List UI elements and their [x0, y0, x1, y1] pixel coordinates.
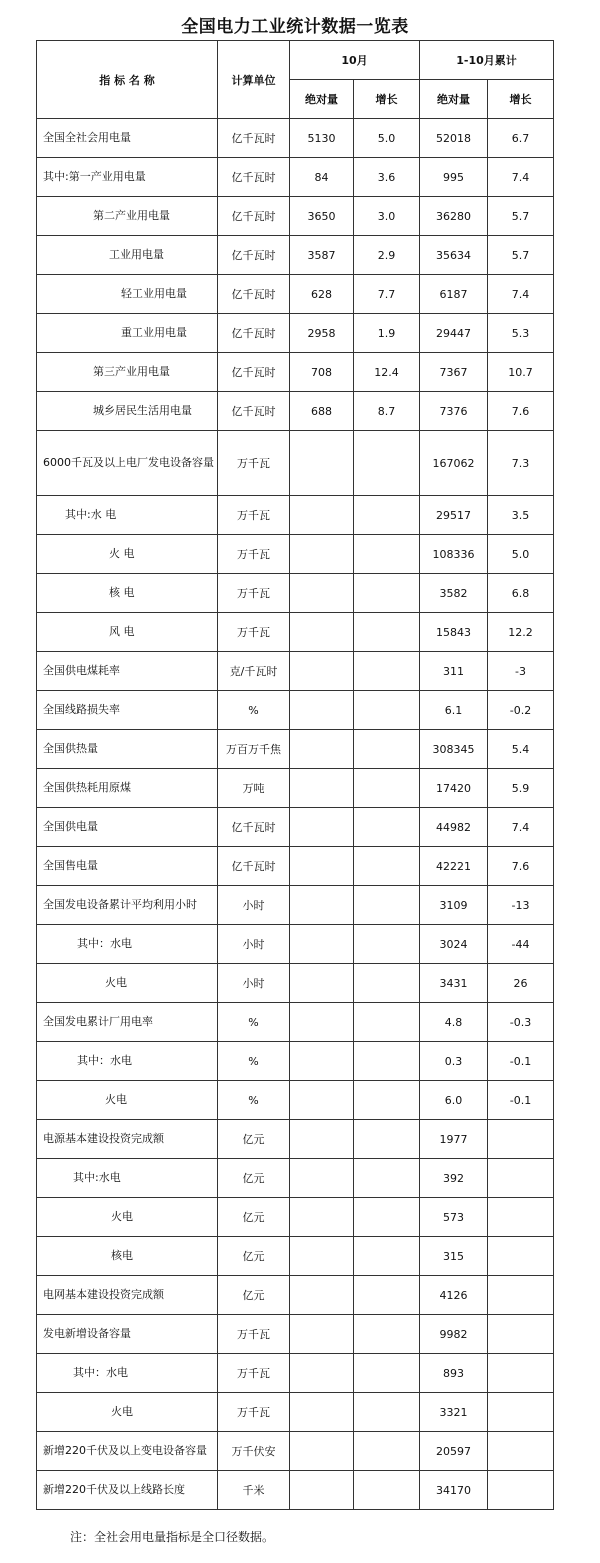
cumulative-absolute-cell: 311	[420, 652, 488, 691]
table-row	[37, 769, 554, 808]
month-growth-cell	[354, 1120, 420, 1159]
cumulative-absolute-cell: 315	[420, 1237, 488, 1276]
month-growth-cell	[354, 496, 420, 535]
month-absolute-cell	[290, 1393, 354, 1432]
unit-cell: 亿千瓦时	[218, 353, 290, 392]
month-absolute-cell	[290, 1432, 354, 1471]
cumulative-growth-cell: 7.3	[488, 431, 554, 496]
month-absolute-cell: 5130	[290, 119, 354, 158]
month-absolute-cell	[290, 847, 354, 886]
unit-cell: 亿千瓦时	[218, 847, 290, 886]
table-row	[37, 1354, 554, 1393]
month-growth-cell	[354, 886, 420, 925]
unit-cell: 亿千瓦时	[218, 392, 290, 431]
table-row	[37, 535, 554, 574]
header-cumulative: 1-10月累计	[420, 41, 554, 80]
indicator-name-cell: 其中：水电	[37, 1354, 218, 1393]
cumulative-absolute-cell: 573	[420, 1198, 488, 1237]
month-absolute-cell: 2958	[290, 314, 354, 353]
cumulative-growth-cell: -0.3	[488, 1003, 554, 1042]
month-growth-cell	[354, 1237, 420, 1276]
unit-cell: 亿元	[218, 1159, 290, 1198]
table-row	[37, 691, 554, 730]
cumulative-absolute-cell: 15843	[420, 613, 488, 652]
month-growth-cell: 12.4	[354, 353, 420, 392]
indicator-name-cell: 新增220千伏及以上变电设备容量	[37, 1432, 218, 1471]
table-row	[37, 1393, 554, 1432]
unit-cell: 亿元	[218, 1276, 290, 1315]
unit-cell: 万千瓦	[218, 1354, 290, 1393]
unit-cell: 万千瓦	[218, 574, 290, 613]
cumulative-absolute-cell: 893	[420, 1354, 488, 1393]
header-month-absolute: 绝对量	[290, 80, 354, 119]
month-absolute-cell	[290, 1276, 354, 1315]
table-row	[37, 652, 554, 691]
indicator-name-cell: 全国供热量	[37, 730, 218, 769]
cumulative-absolute-cell: 392	[420, 1159, 488, 1198]
table-row	[37, 1432, 554, 1471]
month-absolute-cell	[290, 964, 354, 1003]
table-row	[37, 496, 554, 535]
unit-cell: 万千瓦	[218, 431, 290, 496]
cumulative-growth-cell: -3	[488, 652, 554, 691]
cumulative-absolute-cell: 3321	[420, 1393, 488, 1432]
unit-cell: 万千瓦	[218, 535, 290, 574]
indicator-name-cell: 发电新增设备容量	[37, 1315, 218, 1354]
cumulative-growth-cell: 12.2	[488, 613, 554, 652]
unit-cell: 万千伏安	[218, 1432, 290, 1471]
cumulative-absolute-cell: 34170	[420, 1471, 488, 1510]
cumulative-absolute-cell: 167062	[420, 431, 488, 496]
cumulative-absolute-cell: 36280	[420, 197, 488, 236]
cumulative-absolute-cell: 29447	[420, 314, 488, 353]
month-growth-cell: 5.0	[354, 119, 420, 158]
indicator-name-cell: 城乡居民生活用电量	[37, 392, 218, 431]
month-growth-cell	[354, 1471, 420, 1510]
indicator-name-cell: 火 电	[37, 535, 218, 574]
table-row	[37, 1237, 554, 1276]
cumulative-absolute-cell: 3431	[420, 964, 488, 1003]
cumulative-growth-cell: 6.7	[488, 119, 554, 158]
indicator-name-cell: 火电	[37, 1198, 218, 1237]
table-row	[37, 431, 554, 496]
month-absolute-cell	[290, 691, 354, 730]
cumulative-absolute-cell: 7376	[420, 392, 488, 431]
unit-cell: 千米	[218, 1471, 290, 1510]
unit-cell: 万千瓦	[218, 613, 290, 652]
header-month-growth: 增长	[354, 80, 420, 119]
cumulative-growth-cell	[488, 1198, 554, 1237]
month-absolute-cell	[290, 1198, 354, 1237]
cumulative-absolute-cell: 3582	[420, 574, 488, 613]
table-row	[37, 392, 554, 431]
unit-cell: 亿千瓦时	[218, 314, 290, 353]
month-growth-cell	[354, 925, 420, 964]
month-growth-cell	[354, 1432, 420, 1471]
unit-cell: 万千瓦	[218, 496, 290, 535]
month-absolute-cell: 688	[290, 392, 354, 431]
footnote: 注：全社会用电量指标是全口径数据。	[70, 1530, 275, 1544]
unit-cell: 亿元	[218, 1237, 290, 1276]
month-absolute-cell	[290, 431, 354, 496]
table-row	[37, 1471, 554, 1510]
month-growth-cell	[354, 847, 420, 886]
indicator-name-cell: 其中：水电	[37, 1042, 218, 1081]
unit-cell: %	[218, 1042, 290, 1081]
unit-cell: %	[218, 691, 290, 730]
month-growth-cell	[354, 652, 420, 691]
table-row	[37, 158, 554, 197]
month-absolute-cell: 708	[290, 353, 354, 392]
cumulative-growth-cell: 5.3	[488, 314, 554, 353]
indicator-name-cell: 第二产业用电量	[37, 197, 218, 236]
page-title: 全国电力工业统计数据一览表	[181, 17, 409, 37]
cumulative-growth-cell: 6.8	[488, 574, 554, 613]
indicator-name-cell: 全国供电煤耗率	[37, 652, 218, 691]
month-growth-cell: 3.0	[354, 197, 420, 236]
month-growth-cell	[354, 730, 420, 769]
month-growth-cell	[354, 431, 420, 496]
cumulative-growth-cell: 7.4	[488, 275, 554, 314]
cumulative-growth-cell: -0.2	[488, 691, 554, 730]
month-growth-cell	[354, 1042, 420, 1081]
cumulative-absolute-cell: 4.8	[420, 1003, 488, 1042]
month-growth-cell	[354, 964, 420, 1003]
unit-cell: 亿千瓦时	[218, 158, 290, 197]
month-growth-cell	[354, 1276, 420, 1315]
unit-cell: 小时	[218, 925, 290, 964]
table-row	[37, 1042, 554, 1081]
month-growth-cell: 3.6	[354, 158, 420, 197]
cumulative-absolute-cell: 3024	[420, 925, 488, 964]
cumulative-absolute-cell: 9982	[420, 1315, 488, 1354]
cumulative-absolute-cell: 995	[420, 158, 488, 197]
indicator-name-cell: 电网基本建设投资完成额	[37, 1276, 218, 1315]
table-row	[37, 1003, 554, 1042]
unit-cell: 亿元	[218, 1198, 290, 1237]
cumulative-growth-cell	[488, 1237, 554, 1276]
month-absolute-cell	[290, 1042, 354, 1081]
unit-cell: %	[218, 1081, 290, 1120]
month-absolute-cell: 3587	[290, 236, 354, 275]
header-indicator-name: 指 标 名 称	[37, 41, 218, 119]
statistics-table	[36, 40, 554, 1510]
cumulative-growth-cell: 5.4	[488, 730, 554, 769]
indicator-name-cell: 核电	[37, 1237, 218, 1276]
indicator-name-cell: 火电	[37, 1393, 218, 1432]
cumulative-absolute-cell: 1977	[420, 1120, 488, 1159]
cumulative-absolute-cell: 6187	[420, 275, 488, 314]
unit-cell: 小时	[218, 964, 290, 1003]
indicator-name-cell: 其中：水电	[37, 925, 218, 964]
cumulative-growth-cell: -0.1	[488, 1042, 554, 1081]
month-absolute-cell	[290, 613, 354, 652]
cumulative-growth-cell: 10.7	[488, 353, 554, 392]
month-growth-cell	[354, 1315, 420, 1354]
table-row	[37, 314, 554, 353]
table-row	[37, 613, 554, 652]
month-absolute-cell	[290, 925, 354, 964]
month-absolute-cell	[290, 496, 354, 535]
cumulative-growth-cell: 7.6	[488, 392, 554, 431]
cumulative-growth-cell: 7.4	[488, 808, 554, 847]
cumulative-absolute-cell: 6.1	[420, 691, 488, 730]
header-cumulative-growth: 增长	[488, 80, 554, 119]
cumulative-absolute-cell: 52018	[420, 119, 488, 158]
indicator-name-cell: 其中:第一产业用电量	[37, 158, 218, 197]
cumulative-growth-cell	[488, 1120, 554, 1159]
cumulative-growth-cell: 7.6	[488, 847, 554, 886]
cumulative-absolute-cell: 35634	[420, 236, 488, 275]
indicator-name-cell: 火电	[37, 1081, 218, 1120]
cumulative-absolute-cell: 4126	[420, 1276, 488, 1315]
month-growth-cell	[354, 1354, 420, 1393]
month-growth-cell: 7.7	[354, 275, 420, 314]
table-row	[37, 808, 554, 847]
month-absolute-cell	[290, 769, 354, 808]
month-absolute-cell	[290, 574, 354, 613]
indicator-name-cell: 工业用电量	[37, 236, 218, 275]
table-row	[37, 574, 554, 613]
table-row	[37, 886, 554, 925]
unit-cell: 小时	[218, 886, 290, 925]
cumulative-absolute-cell: 6.0	[420, 1081, 488, 1120]
month-absolute-cell: 84	[290, 158, 354, 197]
table-row	[37, 964, 554, 1003]
month-growth-cell	[354, 535, 420, 574]
indicator-name-cell: 重工业用电量	[37, 314, 218, 353]
cumulative-absolute-cell: 3109	[420, 886, 488, 925]
table-row	[37, 847, 554, 886]
indicator-name-cell: 全国供电量	[37, 808, 218, 847]
unit-cell: 亿千瓦时	[218, 119, 290, 158]
cumulative-growth-cell	[488, 1315, 554, 1354]
cumulative-growth-cell: 5.9	[488, 769, 554, 808]
header-unit: 计算单位	[218, 41, 290, 119]
cumulative-absolute-cell: 44982	[420, 808, 488, 847]
cumulative-absolute-cell: 108336	[420, 535, 488, 574]
cumulative-growth-cell: 5.7	[488, 236, 554, 275]
month-absolute-cell	[290, 1471, 354, 1510]
cumulative-growth-cell: -0.1	[488, 1081, 554, 1120]
cumulative-growth-cell: 26	[488, 964, 554, 1003]
cumulative-growth-cell: -13	[488, 886, 554, 925]
unit-cell: %	[218, 1003, 290, 1042]
unit-cell: 万千瓦	[218, 1315, 290, 1354]
cumulative-absolute-cell: 42221	[420, 847, 488, 886]
indicator-name-cell: 全国发电设备累计平均利用小时	[37, 886, 218, 925]
indicator-name-cell: 第三产业用电量	[37, 353, 218, 392]
indicator-name-cell: 风 电	[37, 613, 218, 652]
indicator-name-cell: 全国售电量	[37, 847, 218, 886]
month-growth-cell: 2.9	[354, 236, 420, 275]
month-absolute-cell	[290, 1081, 354, 1120]
month-growth-cell: 8.7	[354, 392, 420, 431]
month-growth-cell	[354, 691, 420, 730]
cumulative-absolute-cell: 29517	[420, 496, 488, 535]
month-growth-cell	[354, 769, 420, 808]
month-growth-cell	[354, 1393, 420, 1432]
month-absolute-cell	[290, 1237, 354, 1276]
indicator-name-cell: 核 电	[37, 574, 218, 613]
header-cumulative-absolute: 绝对量	[420, 80, 488, 119]
table-row	[37, 1159, 554, 1198]
month-growth-cell	[354, 613, 420, 652]
month-absolute-cell	[290, 1003, 354, 1042]
unit-cell: 亿千瓦时	[218, 236, 290, 275]
table-row	[37, 275, 554, 314]
cumulative-growth-cell	[488, 1432, 554, 1471]
month-growth-cell	[354, 1159, 420, 1198]
month-absolute-cell	[290, 652, 354, 691]
month-growth-cell: 1.9	[354, 314, 420, 353]
cumulative-growth-cell	[488, 1276, 554, 1315]
cumulative-growth-cell: 3.5	[488, 496, 554, 535]
month-absolute-cell	[290, 886, 354, 925]
table-row	[37, 1198, 554, 1237]
table-row	[37, 197, 554, 236]
cumulative-absolute-cell: 7367	[420, 353, 488, 392]
cumulative-growth-cell: 5.0	[488, 535, 554, 574]
indicator-name-cell: 电源基本建设投资完成额	[37, 1120, 218, 1159]
month-absolute-cell	[290, 730, 354, 769]
month-growth-cell	[354, 1081, 420, 1120]
table-row	[37, 1120, 554, 1159]
table-row	[37, 1315, 554, 1354]
table-row	[37, 925, 554, 964]
cumulative-absolute-cell: 17420	[420, 769, 488, 808]
indicator-name-cell: 轻工业用电量	[37, 275, 218, 314]
header-month: 10月	[290, 41, 420, 80]
indicator-name-cell: 全国供热耗用原煤	[37, 769, 218, 808]
table-row	[37, 353, 554, 392]
month-growth-cell	[354, 808, 420, 847]
month-absolute-cell	[290, 808, 354, 847]
cumulative-growth-cell: -44	[488, 925, 554, 964]
unit-cell: 亿元	[218, 1120, 290, 1159]
indicator-name-cell: 全国线路损失率	[37, 691, 218, 730]
header-row-top	[37, 41, 554, 80]
unit-cell: 万百万千焦	[218, 730, 290, 769]
unit-cell: 万千瓦	[218, 1393, 290, 1432]
unit-cell: 亿千瓦时	[218, 197, 290, 236]
cumulative-growth-cell: 5.7	[488, 197, 554, 236]
unit-cell: 万吨	[218, 769, 290, 808]
table-row	[37, 119, 554, 158]
cumulative-absolute-cell: 0.3	[420, 1042, 488, 1081]
indicator-name-cell: 全国发电累计厂用电率	[37, 1003, 218, 1042]
indicator-name-cell: 新增220千伏及以上线路长度	[37, 1471, 218, 1510]
indicator-name-cell: 6000千瓦及以上电厂发电设备容量	[37, 431, 218, 496]
table-row	[37, 236, 554, 275]
month-absolute-cell	[290, 535, 354, 574]
month-absolute-cell	[290, 1315, 354, 1354]
month-growth-cell	[354, 1198, 420, 1237]
unit-cell: 亿千瓦时	[218, 275, 290, 314]
indicator-name-cell: 其中:水 电	[37, 496, 218, 535]
cumulative-growth-cell	[488, 1159, 554, 1198]
indicator-name-cell: 全国全社会用电量	[37, 119, 218, 158]
indicator-name-cell: 火电	[37, 964, 218, 1003]
cumulative-growth-cell	[488, 1354, 554, 1393]
cumulative-growth-cell: 7.4	[488, 158, 554, 197]
month-absolute-cell	[290, 1354, 354, 1393]
month-growth-cell	[354, 1003, 420, 1042]
table-row	[37, 1276, 554, 1315]
cumulative-growth-cell	[488, 1393, 554, 1432]
cumulative-absolute-cell: 20597	[420, 1432, 488, 1471]
cumulative-absolute-cell: 308345	[420, 730, 488, 769]
unit-cell: 克/千瓦时	[218, 652, 290, 691]
month-absolute-cell: 628	[290, 275, 354, 314]
indicator-name-cell: 其中:水电	[37, 1159, 218, 1198]
unit-cell: 亿千瓦时	[218, 808, 290, 847]
month-absolute-cell: 3650	[290, 197, 354, 236]
month-growth-cell	[354, 574, 420, 613]
month-absolute-cell	[290, 1120, 354, 1159]
table-row	[37, 730, 554, 769]
month-absolute-cell	[290, 1159, 354, 1198]
cumulative-growth-cell	[488, 1471, 554, 1510]
table-row	[37, 1081, 554, 1120]
